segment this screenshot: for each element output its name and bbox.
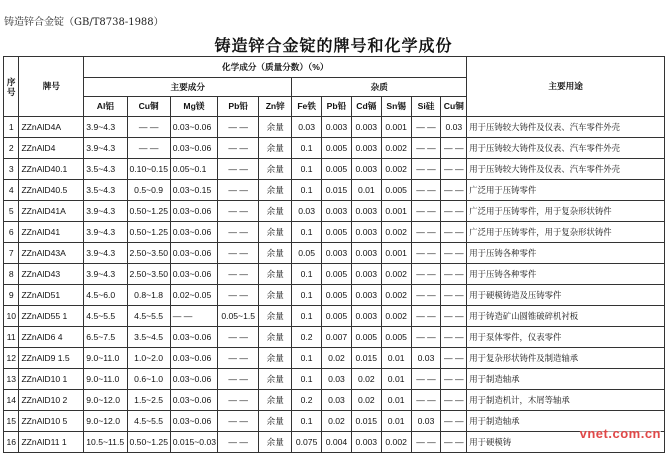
cell-pb-impurity: 0.003 — [322, 117, 352, 138]
cell-sn: 0.005 — [381, 180, 411, 201]
cell-cu: 3.5~4.5 — [127, 327, 170, 348]
cell-no: 9 — [4, 285, 19, 306]
cell-use: 用于硬模铸 — [467, 432, 665, 453]
cell-sn: 0.005 — [381, 327, 411, 348]
cell-al: 3.5~4.3 — [84, 159, 127, 180]
cell-fe: 0.1 — [292, 159, 322, 180]
cell-zn: 余量 — [259, 201, 292, 222]
document-title: 铸造锌合金锭的牌号和化学成份 — [214, 36, 453, 55]
cell-cu-impurity: — — — [441, 390, 467, 411]
cell-zn: 余量 — [259, 138, 292, 159]
cell-grade: ZZnAlD55 1 — [19, 306, 84, 327]
cell-si: — — — [411, 306, 441, 327]
cell-use: 广泛用于压铸零件，用于复杂形状铸件 — [467, 201, 665, 222]
cell-cu: 1.0~2.0 — [127, 348, 170, 369]
cell-no: 16 — [4, 432, 19, 453]
cell-grade: ZZnAlD40.5 — [19, 180, 84, 201]
cell-no: 13 — [4, 369, 19, 390]
cell-al: 3.5~4.3 — [84, 180, 127, 201]
cell-mg: 0.03~0.06 — [170, 117, 217, 138]
cell-cd: 0.015 — [351, 348, 381, 369]
cell-cd: 0.003 — [351, 432, 381, 453]
table-row — [4, 243, 665, 264]
cell-cd: 0.003 — [351, 138, 381, 159]
cell-mg: 0.03~0.06 — [170, 348, 217, 369]
cell-zn: 余量 — [259, 369, 292, 390]
table-row — [4, 327, 665, 348]
cell-use: 广泛用于压铸零件 — [467, 180, 665, 201]
cell-si: — — — [411, 159, 441, 180]
cell-mg: 0.015~0.03 — [170, 432, 217, 453]
cell-mg: 0.05~0.1 — [170, 159, 217, 180]
subheader-impurity: Cd镉 — [351, 97, 381, 117]
cell-pb: — — — [218, 411, 259, 432]
cell-cu-impurity: — — — [441, 432, 467, 453]
cell-sn: 0.001 — [381, 201, 411, 222]
cell-pb-impurity: 0.005 — [322, 264, 352, 285]
cell-si: — — — [411, 285, 441, 306]
cell-si: — — — [411, 201, 441, 222]
subheader-impurity: Cu铜 — [441, 97, 467, 117]
cell-pb: — — — [218, 348, 259, 369]
table-row — [4, 306, 665, 327]
cell-no: 14 — [4, 390, 19, 411]
cell-cd: 0.003 — [351, 201, 381, 222]
cell-cu-impurity: — — — [441, 306, 467, 327]
cell-grade: ZZnAlD4 — [19, 138, 84, 159]
cell-fe: 0.075 — [292, 432, 322, 453]
cell-si: — — — [411, 390, 441, 411]
cell-mg: — — — [170, 306, 217, 327]
cell-sn: 0.001 — [381, 243, 411, 264]
cell-pb: — — — [218, 369, 259, 390]
cell-grade: ZZnAlD41A — [19, 201, 84, 222]
cell-fe: 0.1 — [292, 285, 322, 306]
cell-cu-impurity: — — — [441, 264, 467, 285]
cell-cu: 0.10~0.15 — [127, 159, 170, 180]
cell-al: 9.0~11.0 — [84, 369, 127, 390]
cell-grade: ZZnAlD40.1 — [19, 159, 84, 180]
cell-pb-impurity: 0.005 — [322, 306, 352, 327]
subheader-impurity: Fe铁 — [292, 97, 322, 117]
cell-no: 11 — [4, 327, 19, 348]
cell-cd: 0.003 — [351, 159, 381, 180]
cell-pb: — — — [218, 138, 259, 159]
cell-mg: 0.03~0.06 — [170, 138, 217, 159]
cell-fe: 0.2 — [292, 390, 322, 411]
cell-al: 3.9~4.3 — [84, 117, 127, 138]
watermark: vnet.com.cn — [579, 426, 661, 441]
cell-cd: 0.003 — [351, 306, 381, 327]
cell-mg: 0.03~0.06 — [170, 222, 217, 243]
cell-cu-impurity: — — — [441, 327, 467, 348]
cell-cu-impurity: — — — [441, 411, 467, 432]
cell-fe: 0.1 — [292, 264, 322, 285]
header-impurity: 杂质 — [292, 78, 467, 97]
cell-mg: 0.03~0.06 — [170, 390, 217, 411]
table-row — [4, 390, 665, 411]
cell-fe: 0.03 — [292, 117, 322, 138]
cell-cu: 2.50~3.50 — [127, 264, 170, 285]
cell-grade: ZZnAlD9 1.5 — [19, 348, 84, 369]
header-grade: 牌号 — [19, 57, 84, 117]
cell-zn: 余量 — [259, 264, 292, 285]
cell-mg: 0.03~0.06 — [170, 201, 217, 222]
cell-grade: ZZnAlD43A — [19, 243, 84, 264]
cell-pb-impurity: 0.003 — [322, 243, 352, 264]
cell-pb-impurity: 0.005 — [322, 159, 352, 180]
cell-cu: — — — [127, 138, 170, 159]
cell-grade: ZZnAlD51 — [19, 285, 84, 306]
cell-cu: 1.5~2.5 — [127, 390, 170, 411]
cell-si: — — — [411, 138, 441, 159]
cell-cd: 0.003 — [351, 243, 381, 264]
cell-mg: 0.02~0.05 — [170, 285, 217, 306]
table-row — [4, 432, 665, 453]
cell-al: 9.0~11.0 — [84, 348, 127, 369]
cell-al: 3.9~4.3 — [84, 243, 127, 264]
cell-mg: 0.03~0.06 — [170, 411, 217, 432]
cell-si: — — — [411, 432, 441, 453]
cell-no: 10 — [4, 306, 19, 327]
cell-sn: 0.002 — [381, 285, 411, 306]
cell-zn: 余量 — [259, 432, 292, 453]
cell-grade: ZZnAlD4A — [19, 117, 84, 138]
cell-cu: 0.6~1.0 — [127, 369, 170, 390]
subheader-main: Zn锌 — [259, 97, 292, 117]
cell-cu: 0.8~1.8 — [127, 285, 170, 306]
cell-al: 3.9~4.3 — [84, 264, 127, 285]
cell-sn: 0.002 — [381, 222, 411, 243]
cell-use: 用于压铸较大铸件及仪表、汽车零件外壳 — [467, 159, 665, 180]
cell-cd: 0.01 — [351, 180, 381, 201]
subheader-impurity: Pb铅 — [322, 97, 352, 117]
cell-sn: 0.002 — [381, 138, 411, 159]
cell-no: 4 — [4, 180, 19, 201]
standard-label: 铸造锌合金锭（GB/T8738-1988） — [4, 17, 164, 28]
cell-cu: 4.5~5.5 — [127, 306, 170, 327]
cell-zn: 余量 — [259, 159, 292, 180]
table-row — [4, 117, 665, 138]
cell-grade: ZZnAlD10 1 — [19, 369, 84, 390]
cell-al: 9.0~12.0 — [84, 411, 127, 432]
cell-use: 用于制造轴承 — [467, 369, 665, 390]
cell-cu: 0.5~0.9 — [127, 180, 170, 201]
cell-al: 3.9~4.3 — [84, 138, 127, 159]
cell-grade: ZZnAlD10 5 — [19, 411, 84, 432]
cell-al: 4.5~6.0 — [84, 285, 127, 306]
cell-cu: 2.50~3.50 — [127, 243, 170, 264]
table-row — [4, 222, 665, 243]
cell-pb: — — — [218, 159, 259, 180]
cell-fe: 0.1 — [292, 138, 322, 159]
cell-cd: 0.003 — [351, 264, 381, 285]
cell-sn: 0.002 — [381, 159, 411, 180]
subheader-main: Al铝 — [84, 97, 127, 117]
cell-pb-impurity: 0.02 — [322, 411, 352, 432]
table-row — [4, 264, 665, 285]
cell-cd: 0.02 — [351, 390, 381, 411]
cell-cu: 0.50~1.25 — [127, 201, 170, 222]
cell-pb: — — — [218, 264, 259, 285]
cell-cu: 0.50~1.25 — [127, 222, 170, 243]
header-main: 主要成分 — [84, 78, 292, 97]
cell-pb: — — — [218, 222, 259, 243]
cell-no: 1 — [4, 117, 19, 138]
cell-zn: 余量 — [259, 117, 292, 138]
cell-si: 0.03 — [411, 348, 441, 369]
cell-pb: — — — [218, 180, 259, 201]
cell-pb-impurity: 0.005 — [322, 222, 352, 243]
cell-si: — — — [411, 369, 441, 390]
cell-mg: 0.03~0.15 — [170, 180, 217, 201]
cell-zn: 余量 — [259, 306, 292, 327]
cell-sn: 0.002 — [381, 264, 411, 285]
table-row — [4, 201, 665, 222]
cell-zn: 余量 — [259, 285, 292, 306]
cell-pb: — — — [218, 285, 259, 306]
cell-cd: 0.015 — [351, 411, 381, 432]
cell-sn: 0.002 — [381, 306, 411, 327]
table-row — [4, 348, 665, 369]
cell-use: 用于硬模铸造及压铸零件 — [467, 285, 665, 306]
table-row — [4, 411, 665, 432]
cell-si: 0.03 — [411, 411, 441, 432]
cell-use: 用于压铸各种零件 — [467, 264, 665, 285]
cell-mg: 0.03~0.06 — [170, 243, 217, 264]
cell-pb: — — — [218, 201, 259, 222]
cell-pb: — — — [218, 243, 259, 264]
cell-grade: ZZnAlD43 — [19, 264, 84, 285]
cell-zn: 余量 — [259, 411, 292, 432]
cell-pb-impurity: 0.007 — [322, 327, 352, 348]
cell-cu-impurity: — — — [441, 348, 467, 369]
cell-fe: 0.1 — [292, 306, 322, 327]
subheader-main: Cu铜 — [127, 97, 170, 117]
cell-sn: 0.002 — [381, 432, 411, 453]
cell-fe: 0.05 — [292, 243, 322, 264]
cell-cu-impurity: — — — [441, 159, 467, 180]
cell-pb: — — — [218, 390, 259, 411]
cell-pb-impurity: 0.003 — [322, 201, 352, 222]
cell-cu-impurity: — — — [441, 138, 467, 159]
cell-grade: ZZnAlD41 — [19, 222, 84, 243]
cell-pb: 0.05~1.5 — [218, 306, 259, 327]
cell-cu-impurity: — — — [441, 369, 467, 390]
cell-si: — — — [411, 264, 441, 285]
cell-use: 用于泵体零件，仪表零件 — [467, 327, 665, 348]
cell-grade: ZZnAlD6 4 — [19, 327, 84, 348]
table-row — [4, 159, 665, 180]
cell-al: 9.0~12.0 — [84, 390, 127, 411]
cell-grade: ZZnAlD11 1 — [19, 432, 84, 453]
cell-zn: 余量 — [259, 243, 292, 264]
cell-zn: 余量 — [259, 327, 292, 348]
cell-pb-impurity: 0.02 — [322, 348, 352, 369]
cell-no: 8 — [4, 264, 19, 285]
cell-fe: 0.1 — [292, 369, 322, 390]
cell-use: 用于压铸较大铸件及仪表、汽车零件外壳 — [467, 117, 665, 138]
cell-pb-impurity: 0.004 — [322, 432, 352, 453]
cell-use: 用于复杂形状铸件及制造轴承 — [467, 348, 665, 369]
cell-cu: — — — [127, 117, 170, 138]
cell-zn: 余量 — [259, 348, 292, 369]
cell-use: 用于铸造矿山圆锥破碎机衬板 — [467, 306, 665, 327]
cell-sn: 0.01 — [381, 369, 411, 390]
cell-cu-impurity: — — — [441, 180, 467, 201]
cell-cu-impurity: — — — [441, 222, 467, 243]
cell-cd: 0.003 — [351, 117, 381, 138]
subheader-impurity: Sn锡 — [381, 97, 411, 117]
cell-si: — — — [411, 117, 441, 138]
cell-cu-impurity: 0.03 — [441, 117, 467, 138]
cell-use: 用于制造轴承 — [467, 411, 665, 432]
cell-no: 15 — [4, 411, 19, 432]
cell-pb-impurity: 0.005 — [322, 138, 352, 159]
cell-pb-impurity: 0.03 — [322, 390, 352, 411]
cell-sn: 0.01 — [381, 348, 411, 369]
cell-cd: 0.02 — [351, 369, 381, 390]
cell-mg: 0.03~0.06 — [170, 369, 217, 390]
cell-fe: 0.1 — [292, 348, 322, 369]
cell-cu: 0.50~1.25 — [127, 432, 170, 453]
cell-si: — — — [411, 327, 441, 348]
cell-cd: 0.003 — [351, 222, 381, 243]
cell-fe: 0.1 — [292, 411, 322, 432]
cell-cu: 4.5~5.5 — [127, 411, 170, 432]
cell-mg: 0.03~0.06 — [170, 327, 217, 348]
cell-fe: 0.03 — [292, 201, 322, 222]
cell-no: 6 — [4, 222, 19, 243]
cell-cu-impurity: — — — [441, 201, 467, 222]
cell-sn: 0.01 — [381, 390, 411, 411]
cell-mg: 0.03~0.06 — [170, 264, 217, 285]
cell-cd: 0.005 — [351, 327, 381, 348]
cell-no: 7 — [4, 243, 19, 264]
cell-al: 3.9~4.3 — [84, 222, 127, 243]
cell-si: — — — [411, 222, 441, 243]
cell-al: 4.5~5.5 — [84, 306, 127, 327]
cell-pb: — — — [218, 117, 259, 138]
cell-pb: — — — [218, 327, 259, 348]
cell-use: 用于制造机计，木屑等轴承 — [467, 390, 665, 411]
cell-cd: 0.003 — [351, 285, 381, 306]
cell-no: 5 — [4, 201, 19, 222]
cell-si: — — — [411, 243, 441, 264]
cell-zn: 余量 — [259, 180, 292, 201]
table-row — [4, 138, 665, 159]
cell-fe: 0.2 — [292, 327, 322, 348]
cell-al: 10.5~11.5 — [84, 432, 127, 453]
cell-zn: 余量 — [259, 222, 292, 243]
cell-zn: 余量 — [259, 390, 292, 411]
cell-grade: ZZnAlD10 2 — [19, 390, 84, 411]
header-use: 主要用途 — [467, 57, 665, 117]
composition-table — [3, 56, 665, 453]
subheader-main: Pb铅 — [218, 97, 259, 117]
table-row — [4, 180, 665, 201]
cell-sn: 0.01 — [381, 411, 411, 432]
cell-no: 12 — [4, 348, 19, 369]
cell-use: 用于压铸较大铸件及仪表、汽车零件外壳 — [467, 138, 665, 159]
cell-cu-impurity: — — — [441, 243, 467, 264]
cell-cu-impurity: — — — [441, 285, 467, 306]
table-row — [4, 369, 665, 390]
cell-no: 2 — [4, 138, 19, 159]
cell-use: 广泛用于压铸零件，用于复杂形状铸件 — [467, 222, 665, 243]
header-no: 序号 — [4, 57, 19, 117]
cell-pb-impurity: 0.03 — [322, 369, 352, 390]
cell-al: 3.9~4.3 — [84, 201, 127, 222]
subheader-main: Mg镁 — [170, 97, 217, 117]
cell-no: 3 — [4, 159, 19, 180]
cell-fe: 0.1 — [292, 222, 322, 243]
cell-fe: 0.1 — [292, 180, 322, 201]
cell-pb-impurity: 0.015 — [322, 180, 352, 201]
cell-pb: — — — [218, 432, 259, 453]
cell-si: — — — [411, 180, 441, 201]
table-row — [4, 285, 665, 306]
cell-use: 用于压铸各种零件 — [467, 243, 665, 264]
cell-al: 6.5~7.5 — [84, 327, 127, 348]
header-composition: 化学成分（质量分数）（%） — [84, 57, 467, 78]
cell-pb-impurity: 0.005 — [322, 285, 352, 306]
subheader-impurity: Si硅 — [411, 97, 441, 117]
cell-sn: 0.001 — [381, 117, 411, 138]
